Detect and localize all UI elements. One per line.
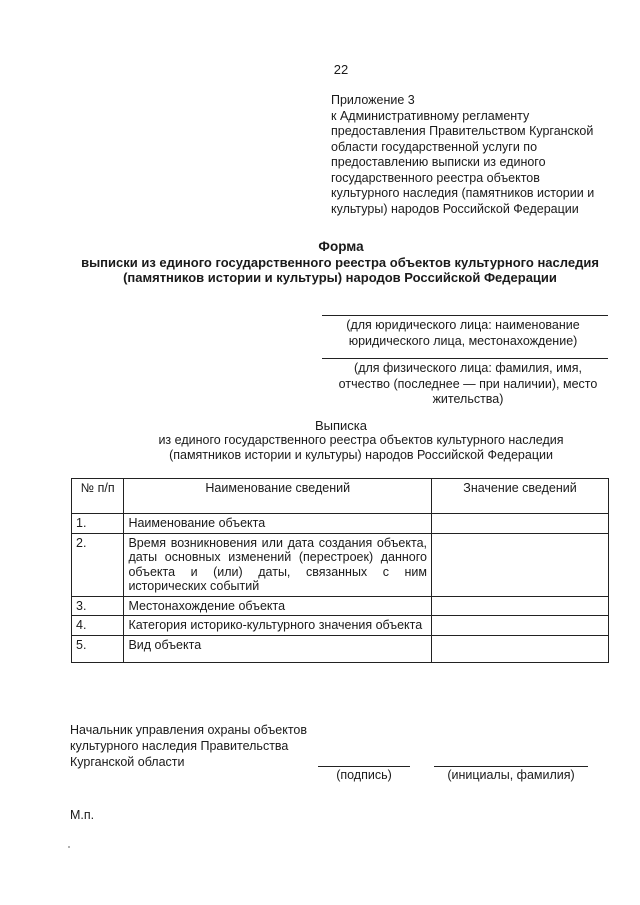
table-row	[72, 533, 609, 596]
individual-note	[318, 361, 618, 408]
appendix-line: культуры) народов Российской Федерации	[331, 201, 579, 216]
table-row	[72, 596, 609, 616]
signature-label: (подпись)	[336, 768, 392, 782]
row-name: Категория историко-культурного значения объекта	[124, 616, 432, 636]
row-name: Время возникновения или дата создания объекта, даты основных изменений (перестроек) данного объекта и (или) даты, связанных с ним исторических событий	[124, 533, 432, 596]
table-row	[72, 635, 609, 662]
row-num: 1.	[72, 514, 124, 534]
note-line: отчество (последнее — при наличии), место	[338, 376, 598, 391]
legal-entity-note	[318, 318, 608, 349]
stamp-label: М.п.	[70, 808, 95, 822]
official-line: Начальник управления охраны объектов	[70, 723, 308, 737]
appendix-line: к Административному регламенту	[331, 108, 530, 123]
row-value	[432, 514, 609, 534]
signature-line	[318, 766, 410, 767]
note-line: (для физического лица: фамилия, имя,	[354, 361, 582, 375]
row-value	[432, 635, 609, 662]
legal-entity-line	[322, 315, 608, 316]
row-num: 4.	[72, 616, 124, 636]
name-line	[434, 766, 588, 767]
appendix-line: предоставлению выписки из единого	[331, 155, 546, 169]
row-name: Местонахождение объекта	[124, 596, 432, 616]
scan-speck	[68, 846, 70, 848]
appendix-header	[331, 93, 621, 217]
form-title: Форма	[318, 239, 364, 254]
page-number: 22	[333, 62, 349, 77]
row-value	[432, 596, 609, 616]
extract-subtitle	[120, 433, 602, 463]
form-subtitle-line: выписки из единого государственного реестра объектов культурного наследия	[81, 255, 599, 270]
table-row	[72, 616, 609, 636]
note-line: жительства)	[432, 392, 504, 406]
row-name: Наименование объекта	[124, 514, 432, 534]
header-value: Значение сведений	[432, 479, 609, 514]
row-value	[432, 533, 609, 596]
appendix-line: области государственной услуги по	[331, 139, 538, 154]
table-row	[72, 514, 609, 534]
extract-subtitle-line: из единого государственного реестра объектов культурного наследия	[158, 433, 564, 447]
row-value	[432, 616, 609, 636]
note-line: юридического лица, местонахождение)	[348, 333, 578, 348]
table-header-row	[72, 479, 609, 514]
extract-subtitle-line: (памятников истории и культуры) народов Российской Федерации	[169, 448, 553, 462]
row-name: Вид объекта	[124, 635, 432, 662]
official-line: культурного наследия Правительства	[70, 739, 289, 753]
form-subtitle	[70, 255, 610, 285]
header-num: № п/п	[72, 479, 124, 514]
official-title	[70, 722, 370, 770]
appendix-line: государственного реестра объектов	[331, 170, 540, 185]
appendix-line: Приложение 3	[331, 93, 415, 107]
note-line: (для юридического лица: наименование	[346, 318, 580, 332]
form-subtitle-line: (памятников истории и культуры) народов Российской Федерации	[123, 270, 557, 285]
official-line: Курганской области	[70, 755, 185, 769]
extract-title: Выписка	[314, 418, 368, 433]
row-num: 2.	[72, 533, 124, 596]
row-num: 5.	[72, 635, 124, 662]
header-name: Наименование сведений	[124, 479, 432, 514]
name-label: (инициалы, фамилия)	[447, 768, 575, 782]
appendix-line: предоставления Правительством Курганской	[331, 124, 594, 138]
info-table	[71, 478, 609, 663]
row-num: 3.	[72, 596, 124, 616]
individual-line	[322, 358, 608, 359]
appendix-line: культурного наследия (памятников истории и	[331, 186, 595, 200]
